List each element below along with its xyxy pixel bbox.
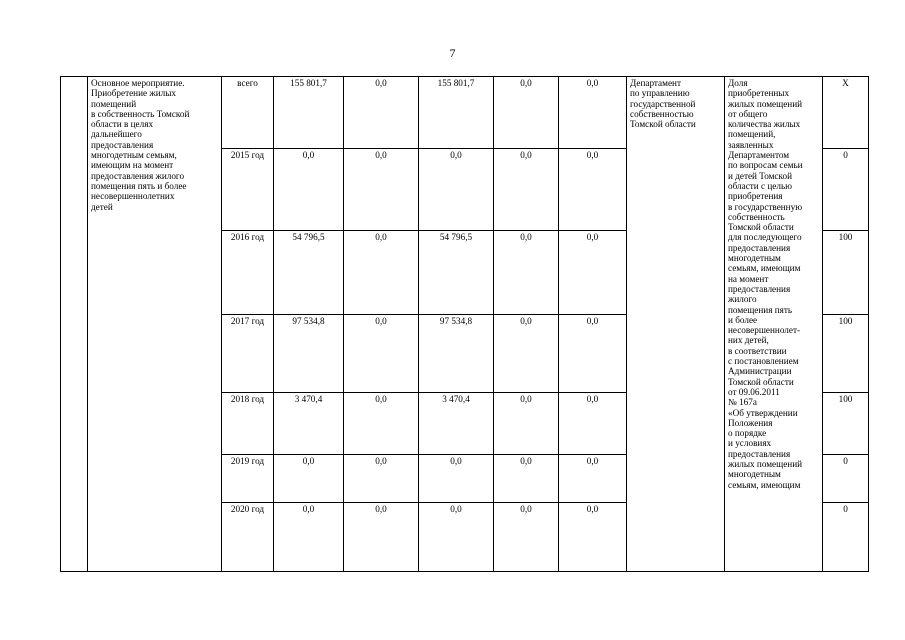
funding-cell: 0,0 bbox=[344, 393, 419, 455]
funding-cell: 0,0 bbox=[494, 231, 559, 315]
indicator-value-cell: 0 bbox=[823, 503, 869, 572]
funding-cell: 0,0 bbox=[494, 503, 559, 572]
funding-cell: 0,0 bbox=[559, 315, 627, 393]
indicator-value-cell: 100 bbox=[823, 393, 869, 455]
funding-cell: 97 534,8 bbox=[419, 315, 494, 393]
period-cell: 2020 год bbox=[222, 503, 274, 572]
funding-cell: 0,0 bbox=[494, 77, 559, 149]
period-cell: 2017 год bbox=[222, 315, 274, 393]
total-cell: 0,0 bbox=[274, 149, 344, 231]
funding-cell: 0,0 bbox=[494, 315, 559, 393]
period-cell: 2015 год bbox=[222, 149, 274, 231]
period-cell: 2018 год bbox=[222, 393, 274, 455]
total-cell: 0,0 bbox=[274, 455, 344, 503]
total-cell: 54 796,5 bbox=[274, 231, 344, 315]
funding-cell: 0,0 bbox=[494, 149, 559, 231]
row-number-cell bbox=[61, 77, 88, 572]
period-cell: 2016 год bbox=[222, 231, 274, 315]
funding-cell: 0,0 bbox=[344, 149, 419, 231]
funding-cell: 0,0 bbox=[559, 503, 627, 572]
funding-cell: 0,0 bbox=[344, 77, 419, 149]
department-cell: Департамент по управлению государственной собственностью Томской области bbox=[627, 77, 725, 572]
total-cell: 97 534,8 bbox=[274, 315, 344, 393]
funding-cell: 0,0 bbox=[344, 455, 419, 503]
measure-title-cell: Основное мероприятие. Приобретение жилых помещений в собственность Томской области в целях дальнейшего предоставления многодетным семьям, имеющим на момент предоставления жилого помещения пять и более несовершеннолетних детей bbox=[88, 77, 222, 572]
funding-cell: 54 796,5 bbox=[419, 231, 494, 315]
indicator-description-cell: Доля приобретенных жилых помещений от общего количества жилых помещений, заявленных Департаментом по вопросам семьи и детей Томской области с целью приобретения в государственную собственность Томской области для последующего предоставления многодетным семьям, имеющим на момент предоставления жилого помещения пять и более несовершеннолет- них детей, в соответствии с постановлением Администрации Томской области от 09.06.2011 № 167а «Об утверждении Положения о порядке и условиях предоставления жилых помещений многодетным семьям, имеющим bbox=[725, 77, 823, 572]
program-table bbox=[60, 76, 869, 572]
indicator-value-cell: 100 bbox=[823, 231, 869, 315]
indicator-value-cell: 0 bbox=[823, 455, 869, 503]
total-cell: 3 470,4 bbox=[274, 393, 344, 455]
funding-cell: 0,0 bbox=[419, 503, 494, 572]
period-cell: 2019 год bbox=[222, 455, 274, 503]
total-cell: 155 801,7 bbox=[274, 77, 344, 149]
funding-cell: 0,0 bbox=[494, 455, 559, 503]
funding-cell: 3 470,4 bbox=[419, 393, 494, 455]
period-cell: всего bbox=[222, 77, 274, 149]
indicator-value-cell: Х bbox=[823, 77, 869, 149]
funding-cell: 0,0 bbox=[559, 455, 627, 503]
funding-cell: 0,0 bbox=[559, 149, 627, 231]
funding-cell: 0,0 bbox=[344, 503, 419, 572]
indicator-value-cell: 100 bbox=[823, 315, 869, 393]
funding-cell: 0,0 bbox=[494, 393, 559, 455]
funding-cell: 0,0 bbox=[559, 77, 627, 149]
funding-cell: 0,0 bbox=[419, 455, 494, 503]
funding-cell: 0,0 bbox=[559, 231, 627, 315]
funding-cell: 155 801,7 bbox=[419, 77, 494, 149]
total-cell: 0,0 bbox=[274, 503, 344, 572]
funding-cell: 0,0 bbox=[344, 315, 419, 393]
indicator-value-cell: 0 bbox=[823, 149, 869, 231]
funding-cell: 0,0 bbox=[559, 393, 627, 455]
funding-cell: 0,0 bbox=[419, 149, 494, 231]
table-row bbox=[61, 77, 869, 149]
page-number: 7 bbox=[449, 46, 456, 60]
funding-cell: 0,0 bbox=[344, 231, 419, 315]
